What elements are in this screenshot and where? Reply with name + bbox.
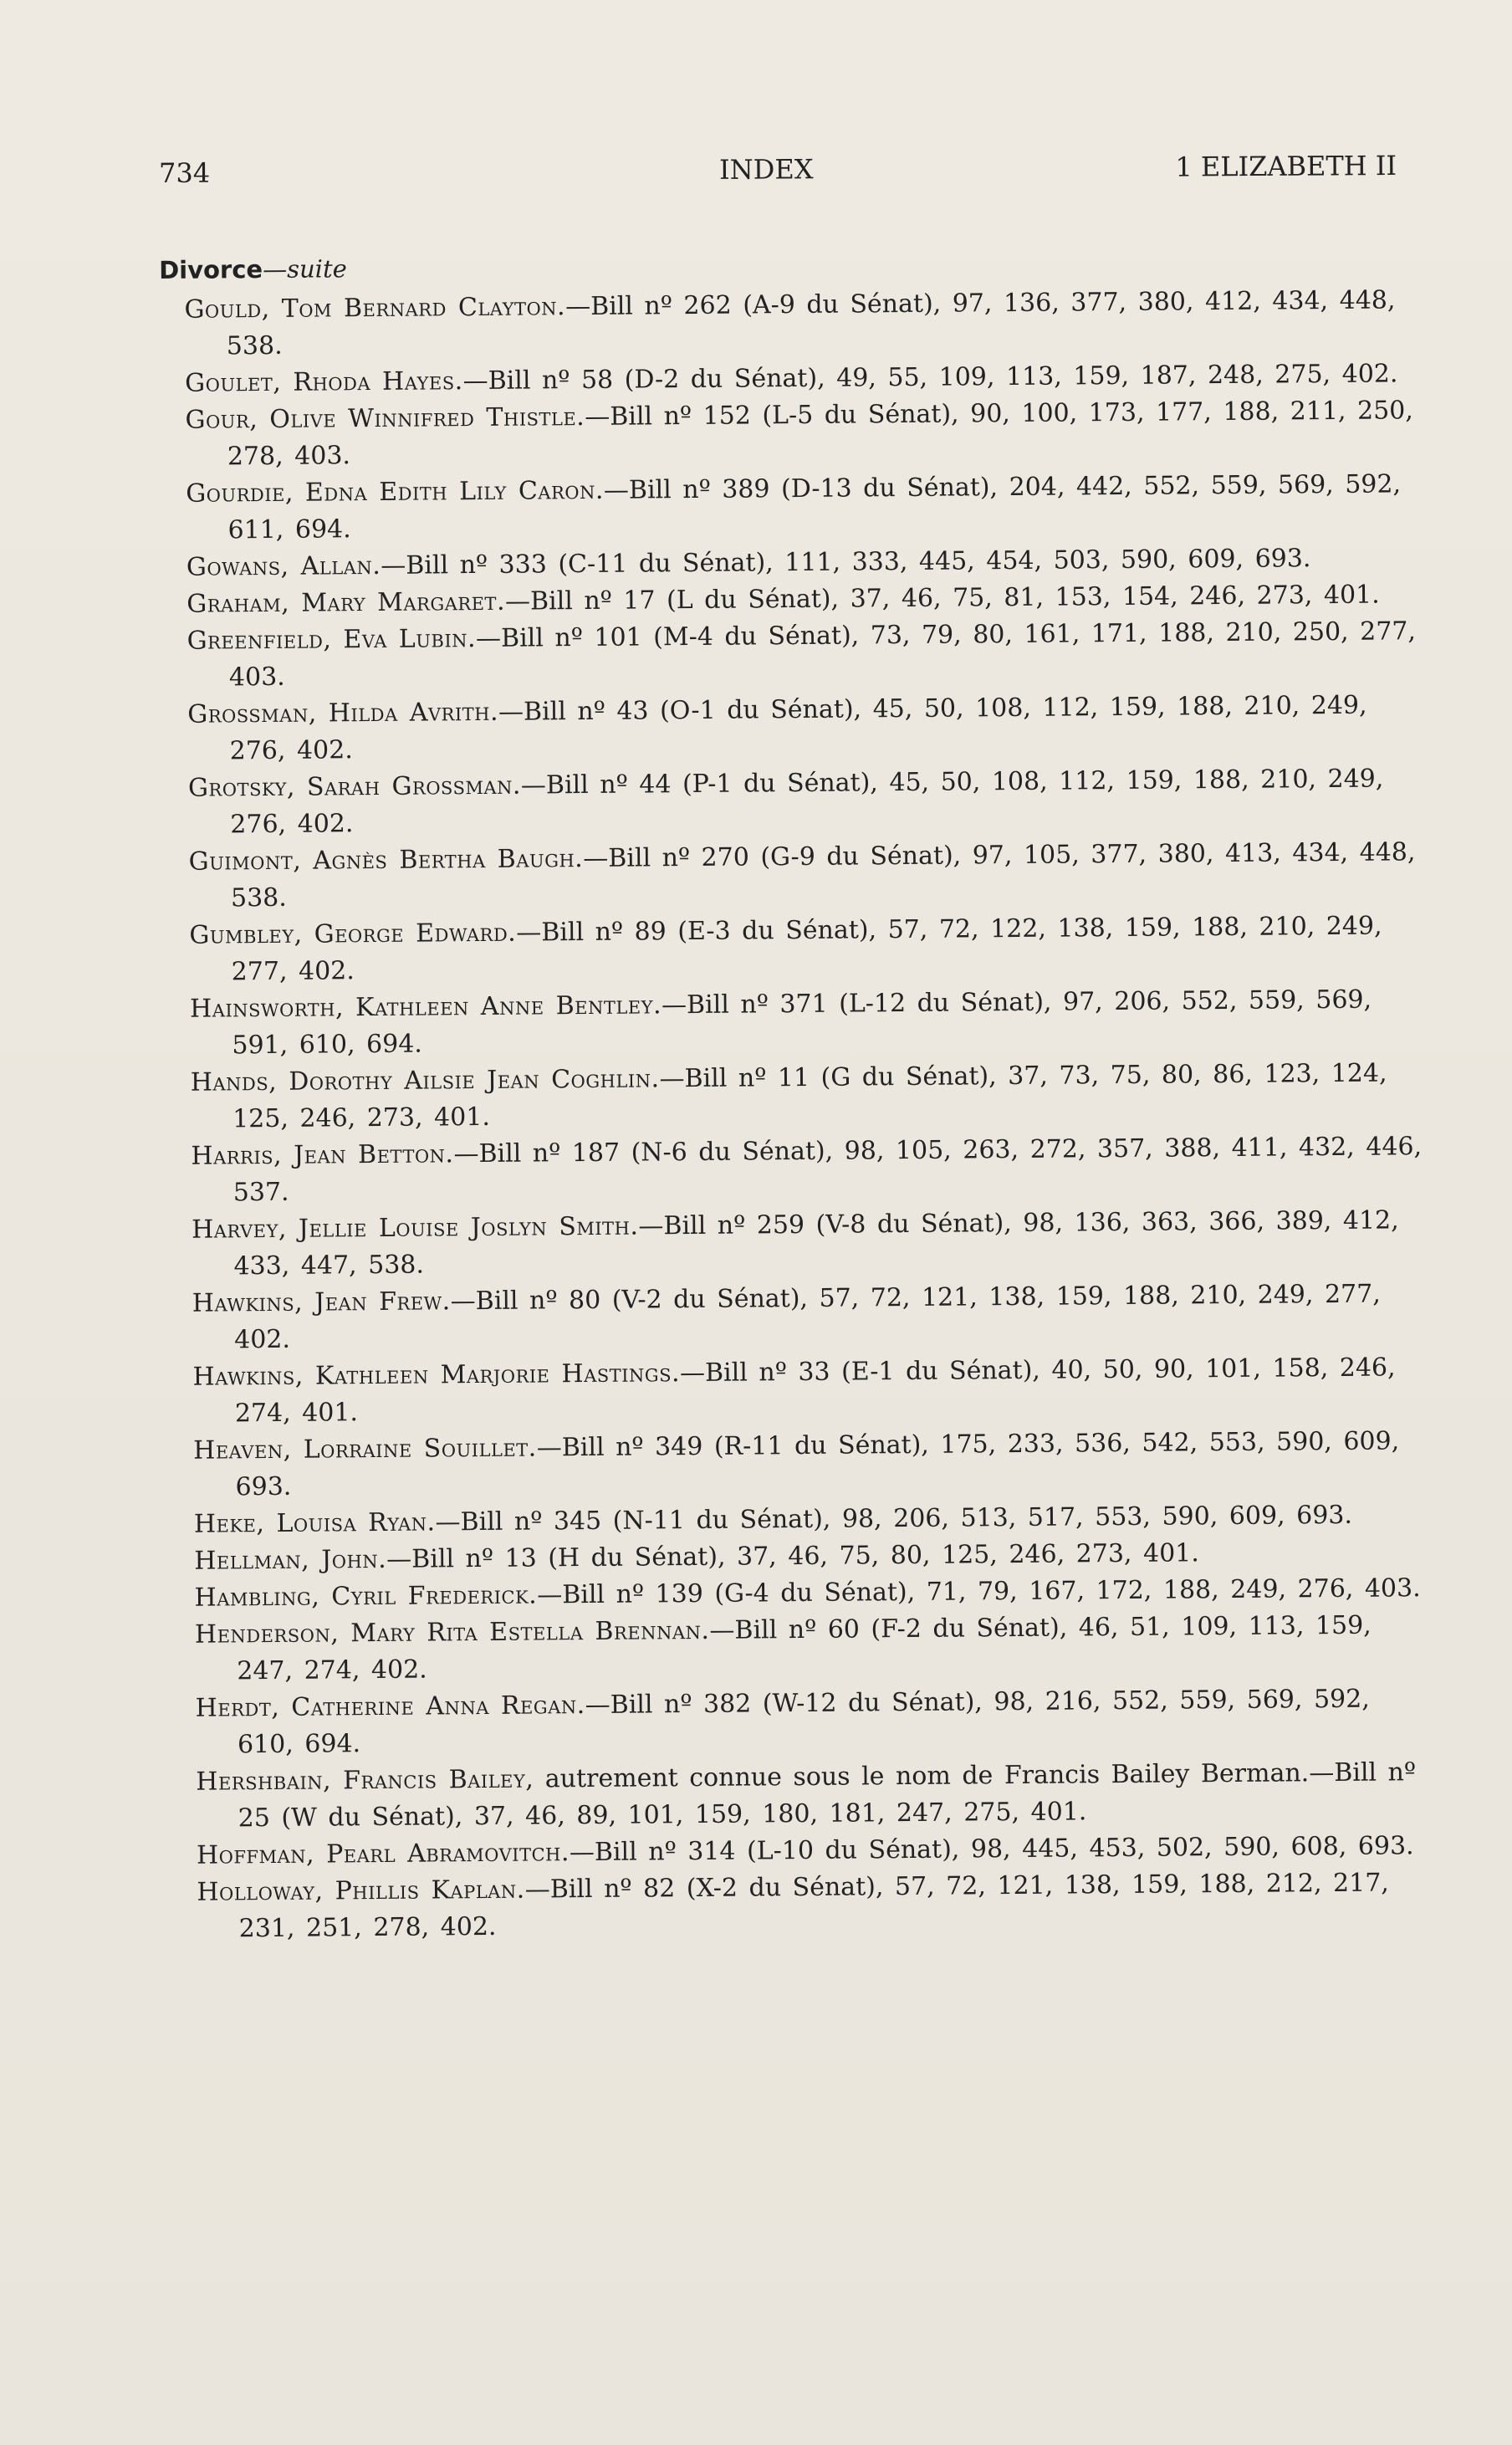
index-entry [161,613,1425,697]
entry-references: —Bill nº 11 (G du Sénat), 37, 73, 75, 80, 86, 123, 124, 125, 246, 273, 401. [232,1058,1387,1134]
index-entry [170,1680,1433,1764]
running-head-reign: 1 ELIZABETH II [1175,149,1397,183]
index-entry [163,760,1427,844]
section-label: Divorce [159,255,263,284]
entry-name: Greenfield, Eva Lubin. [186,624,477,656]
index-entry [159,282,1423,366]
page-header [159,150,1397,199]
entry-references: —Bill nº 139 (G-4 du Sénat), 71, 79, 167, 172, 188, 249, 276, 403. [537,1573,1421,1610]
entry-references: —Bill nº 17 (L du Sénat), 37, 46, 75, 81, 153, 154, 246, 273, 401. [504,580,1380,616]
index-entry [167,1349,1431,1433]
entry-references: —Bill nº 262 (A-9 du Sénat), 97, 136, 377, 380, 412, 434, 448, 538. [226,285,1396,361]
entry-name: Heaven, Lorraine Souillet. [193,1433,537,1465]
entry-references: —Bill nº 349 (R-11 du Sénat), 175, 233, 536, 542, 553, 590, 609, 693. [235,1426,1400,1502]
entry-references: —Bill nº 259 (V-8 du Sénat), 98, 136, 363, 366, 389, 412, 433, 447, 538. [233,1205,1399,1281]
index-entry [166,1055,1429,1138]
entry-name: Hands, Dorothy Ailsie Jean Coghlin. [190,1064,660,1097]
entry-references: —Bill nº 270 (G-9 du Sénat), 97, 105, 377, 380, 413, 434, 448, 538. [230,837,1416,913]
section-heading [159,245,1422,285]
entry-references: —Bill nº 101 (M-4 du Sénat), 73, 79, 80, 161, 171, 188, 210, 250, 277, 403. [228,616,1417,693]
index-entries [159,282,1435,1948]
entry-name: Gumbley, George Edward. [189,918,517,950]
entry-references: —Bill nº 389 (D-13 du Sénat), 204, 442, 552, 559, 569, 592, 611, 694. [227,469,1402,545]
entry-name: Holloway, Phillis Kaplan. [197,1875,525,1907]
index-entry [162,687,1426,770]
entry-name: Heke, Louisa Ryan. [193,1507,436,1539]
entry-name: Hawkins, Kathleen Marjorie Hastings. [192,1358,681,1392]
entry-name: Hawkins, Jean Frew. [192,1286,451,1318]
index-entry [168,1423,1432,1506]
entry-name: Grossman, Hilda Avrith. [187,697,499,729]
entry-name: Hershbain, Francis Bailey, [196,1764,534,1797]
entry-name: Gould, Tom Bernard Clayton. [184,292,566,325]
entry-references: —Bill nº 333 (C-11 du Sénat), 111, 333, 445, 454, 503, 590, 609, 693. [381,544,1311,581]
entry-name: Gowans, Allan. [186,550,381,582]
entry-references: —Bill nº 152 (L-5 du Sénat), 90, 100, 173, 177, 188, 211, 250, 278, 403. [227,396,1414,472]
entry-references: —Bill nº 44 (P-1 du Sénat), 45, 50, 108, 112, 159, 188, 210, 249, 276, 402. [230,764,1384,840]
index-entry [161,466,1424,550]
entry-references: —Bill nº 43 (O-1 du Sénat), 45, 50, 108, 112, 159, 188, 210, 249, 276, 402. [229,690,1367,766]
entry-references: —Bill nº 382 (W-12 du Sénat), 98, 216, 552, 559, 569, 592, 610, 694. [237,1684,1370,1760]
index-entry [165,981,1428,1065]
entry-name: Harvey, Jellie Louise Joslyn Smith. [192,1211,639,1245]
entry-name: Hoffman, Pearl Abramovitch. [196,1838,570,1870]
index-entry [171,1864,1435,1948]
index-entry [167,1276,1431,1359]
index-entry [170,1607,1433,1691]
index-entry [171,1754,1434,1838]
section-suffix: —suite [263,254,347,284]
entry-references: —Bill nº 13 (H du Sénat), 37, 46, 75, 80, 125, 246, 273, 401. [386,1538,1199,1574]
entry-references: —Bill nº 33 (E-1 du Sénat), 40, 50, 90, 101, 158, 246, 274, 401. [234,1353,1396,1429]
entry-references: —Bill nº 58 (D-2 du Sénat), 49, 55, 109, 113, 159, 187, 248, 275, 402. [462,359,1398,396]
page-number: 734 [159,156,211,189]
page-title: INDEX [718,153,814,186]
entry-references: —Bill nº 82 (X-2 du Sénat), 57, 72, 121, 138, 159, 188, 212, 217, 231, 251, 278, 402. [238,1868,1390,1944]
entry-references: —Bill nº 60 (F-2 du Sénat), 46, 51, 109, 113, 159, 247, 274, 402. [237,1610,1372,1686]
entry-references: —Bill nº 314 (L-10 du Sénat), 98, 445, 453, 502, 590, 608, 693. [569,1831,1414,1868]
entry-references: —Bill nº 345 (N-11 du Sénat), 98, 206, 513, 517, 553, 590, 609, 693. [435,1500,1353,1537]
entry-references: autrement connue sous le nom de Francis Bailey Berman.—Bill nº 25 (W du Sénat), 37, 46, 89, 101, 159, 180, 181, 247, 275, 401. [238,1757,1417,1834]
entry-name: Gourdie, Edna Edith Lily Caron. [186,475,605,509]
entry-name: Henderson, Mary Rita Estella Brennan. [194,1615,710,1650]
index-content [159,245,1435,1948]
entry-name: Harris, Jean Betton. [191,1139,454,1171]
entry-references: —Bill nº 80 (V-2 du Sénat), 57, 72, 121, 138, 159, 188, 210, 249, 277, 402. [234,1279,1381,1355]
index-entry [164,834,1428,918]
index-entry [166,1128,1429,1212]
entry-references: —Bill nº 89 (E-3 du Sénat), 57, 72, 122, 138, 159, 188, 210, 249, 277, 402. [231,911,1382,987]
entry-name: Hambling, Cyril Frederick. [194,1580,538,1613]
entry-name: Gour, Olive Winnifred Thistle. [185,402,585,435]
entry-name: Goulet, Rhoda Hayes. [185,366,463,398]
entry-references: —Bill nº 371 (L-12 du Sénat), 97, 206, 552, 559, 569, 591, 610, 694. [232,985,1372,1061]
entry-name: Hainsworth, Kathleen Anne Bentley. [189,990,662,1024]
entry-name: Hellman, John. [194,1544,387,1576]
index-entry [160,392,1423,476]
entry-name: Guimont, Agnès Bertha Baugh. [188,844,584,877]
entry-name: Herdt, Catherine Anna Regan. [195,1691,585,1723]
entry-name: Grotsky, Sarah Grossman. [187,770,522,803]
index-entry [166,1202,1430,1286]
entry-name: Graham, Mary Margaret. [186,586,506,619]
entry-references: —Bill nº 187 (N-6 du Sénat), 98, 105, 263, 272, 357, 388, 411, 432, 446, 537. [232,1132,1423,1208]
index-entry [164,908,1428,991]
